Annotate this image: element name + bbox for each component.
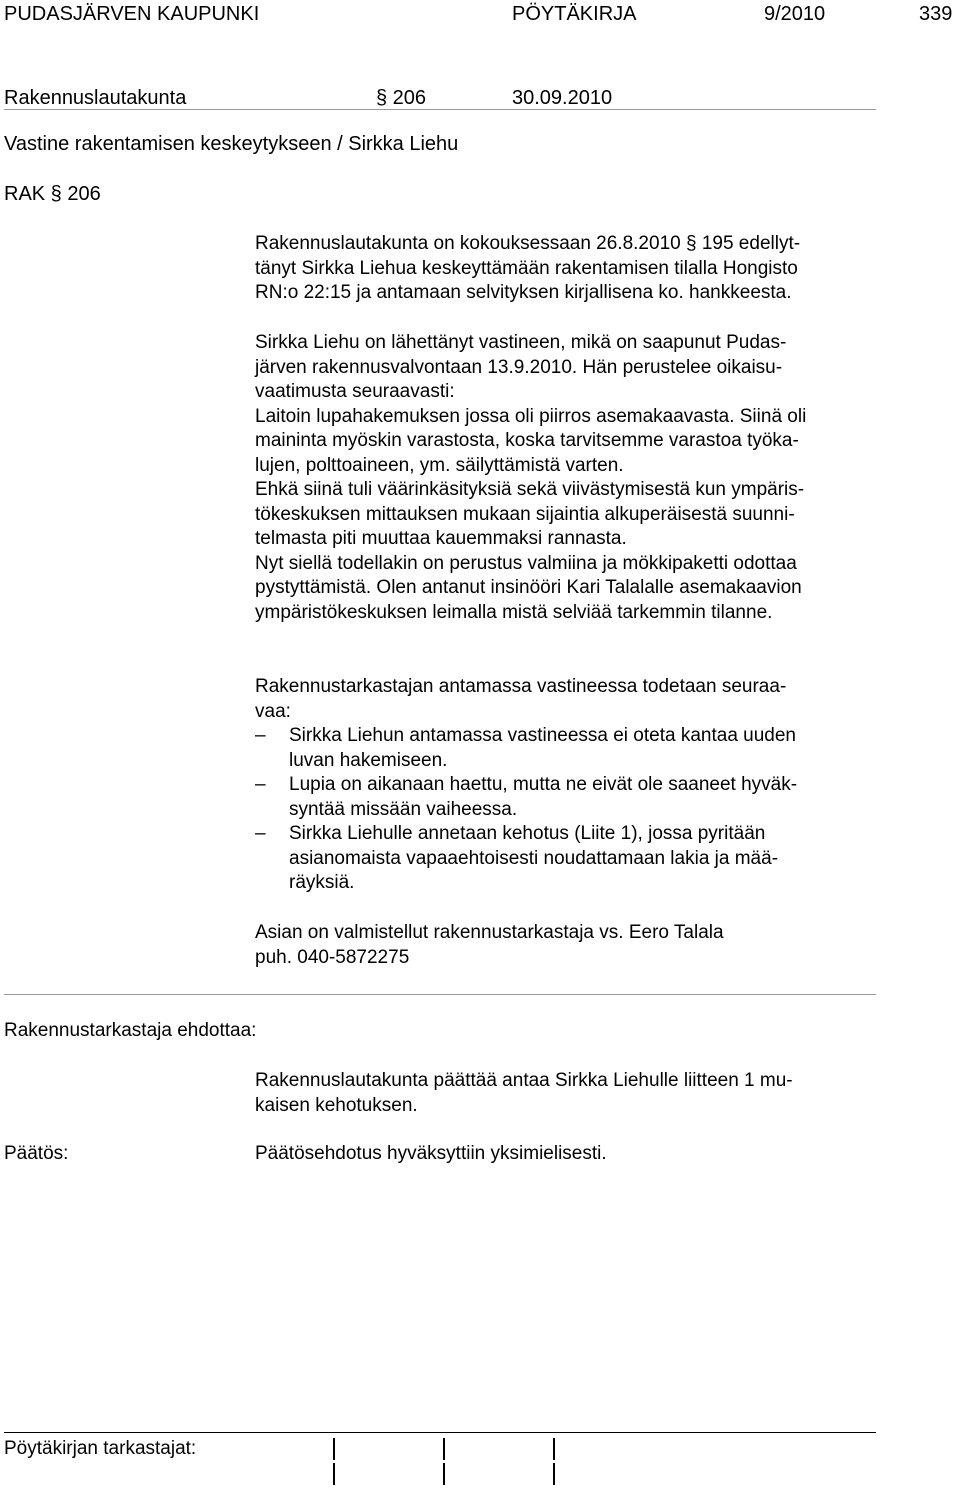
signature-slot xyxy=(443,1463,445,1485)
text-line: tänyt Sirkka Liehua keskeyttämään rakentamisen tilalla Hongisto xyxy=(255,257,798,279)
org-name: PUDASJÄRVEN KAUPUNKI xyxy=(4,3,260,25)
proposal-divider xyxy=(4,994,876,995)
decision-text: Päätösehdotus hyväksyttiin yksimielisesti. xyxy=(255,1143,607,1164)
text-line: järven rakennusvalvontaan 13.9.2010. Hän perustelee oikaisu- xyxy=(255,356,783,378)
text-line: räyksiä. xyxy=(289,872,355,893)
text-line: vaa: xyxy=(255,700,291,722)
proposal-text xyxy=(255,1069,793,1118)
text-line: Asian on valmistellut rakennustarkastaja vs. Eero Talala xyxy=(255,922,724,943)
text-line: Rakennustarkastajan antamassa vastineessa todetaan seuraa- xyxy=(255,676,787,697)
background-paragraph xyxy=(255,232,800,306)
signature-slot xyxy=(553,1463,555,1485)
text-line: vaatimusta seuraavasti: xyxy=(255,381,455,402)
text-line: RN:o 22:15 ja antamaan selvityksen kirjallisena ko. hankkeesta. xyxy=(255,282,792,303)
text-line: ympäristökeskuksen leimalla mistä selviää tarkemmin tilanne. xyxy=(255,601,773,623)
text-line: puh. 040-5872275 xyxy=(255,946,410,968)
preparer-info xyxy=(255,921,724,970)
text-line: lujen, polttoaineen, ym. säilyttämistä varten. xyxy=(255,454,624,476)
meeting-date: 30.09.2010 xyxy=(512,87,613,109)
inspector-intro xyxy=(255,675,786,724)
signature-slot xyxy=(333,1463,335,1485)
footer-divider xyxy=(4,1432,876,1433)
text-line: syntää missään vaiheessa. xyxy=(289,798,518,820)
text-line: Lupia on aikanaan haettu, mutta ne eivät ole saaneet hyväk- xyxy=(289,774,798,795)
proposal-label: Rakennustarkastaja ehdottaa: xyxy=(4,1020,257,1041)
text-line: luvan hakemiseen. xyxy=(289,749,448,771)
text-line: Ehkä siinä tuli väärinkäsityksiä sekä viivästymisestä kun ympäris- xyxy=(255,479,805,500)
text-line: kaisen kehotuksen. xyxy=(255,1094,418,1116)
text-line: Nyt siellä todellakin on perustus valmiina ja mökkipaketti odottaa xyxy=(255,552,797,574)
text-line: Rakennuslautakunta on kokouksessaan 26.8.2010 § 195 edellyt- xyxy=(255,233,801,254)
dash-bullet: – xyxy=(255,725,266,746)
reviewers-label: Pöytäkirjan tarkastajat: xyxy=(4,1438,197,1459)
text-line: maininta myöskin varastosta, koska tarvitsemme varastoa työka- xyxy=(255,430,799,451)
decision-label: Päätös: xyxy=(4,1143,69,1164)
text-line: Laitoin lupahakemuksen jossa oli piirros asemakaavasta. Siinä oli xyxy=(255,405,807,427)
text-line: tökeskuksen mittauksen mukaan sijaintia alkuperäisestä suunni- xyxy=(255,503,795,525)
meeting-section: § 206 xyxy=(376,87,427,109)
signature-slot xyxy=(553,1438,555,1460)
item-reference: RAK § 206 xyxy=(4,183,101,205)
meeting-body: Rakennuslautakunta xyxy=(4,87,187,109)
document-type: PÖYTÄKIRJA xyxy=(512,3,637,25)
text-line: asianomaista vapaaehtoisesti noudattamaan lakia ja mää- xyxy=(289,847,779,869)
dash-bullet: – xyxy=(255,823,266,844)
header-divider xyxy=(4,109,876,110)
signature-slot xyxy=(443,1438,445,1460)
page-number: 339 xyxy=(919,3,953,25)
issue-number: 9/2010 xyxy=(764,3,826,25)
text-line: Sirkka Liehulle annetaan kehotus (Liite 1), jossa pyritään xyxy=(289,823,766,844)
text-line: pystyttämistä. Olen antanut insinööri Kari Talalalle asemakaavion xyxy=(255,577,802,598)
text-line: Sirkka Liehu on lähettänyt vastineen, mikä on saapunut Pudas- xyxy=(255,332,787,353)
item-title: Vastine rakentamisen keskeytykseen / Sirkka Liehu xyxy=(4,133,459,155)
dash-bullet: – xyxy=(255,774,266,795)
text-line: Sirkka Liehun antamassa vastineessa ei oteta kantaa uuden xyxy=(289,725,796,746)
signature-slot xyxy=(333,1438,335,1460)
text-line: telmasta piti muuttaa kauemmaksi rannasta. xyxy=(255,528,627,549)
response-paragraph xyxy=(255,331,806,625)
text-line: Rakennuslautakunta päättää antaa Sirkka Liehulle liitteen 1 mu- xyxy=(255,1070,793,1091)
